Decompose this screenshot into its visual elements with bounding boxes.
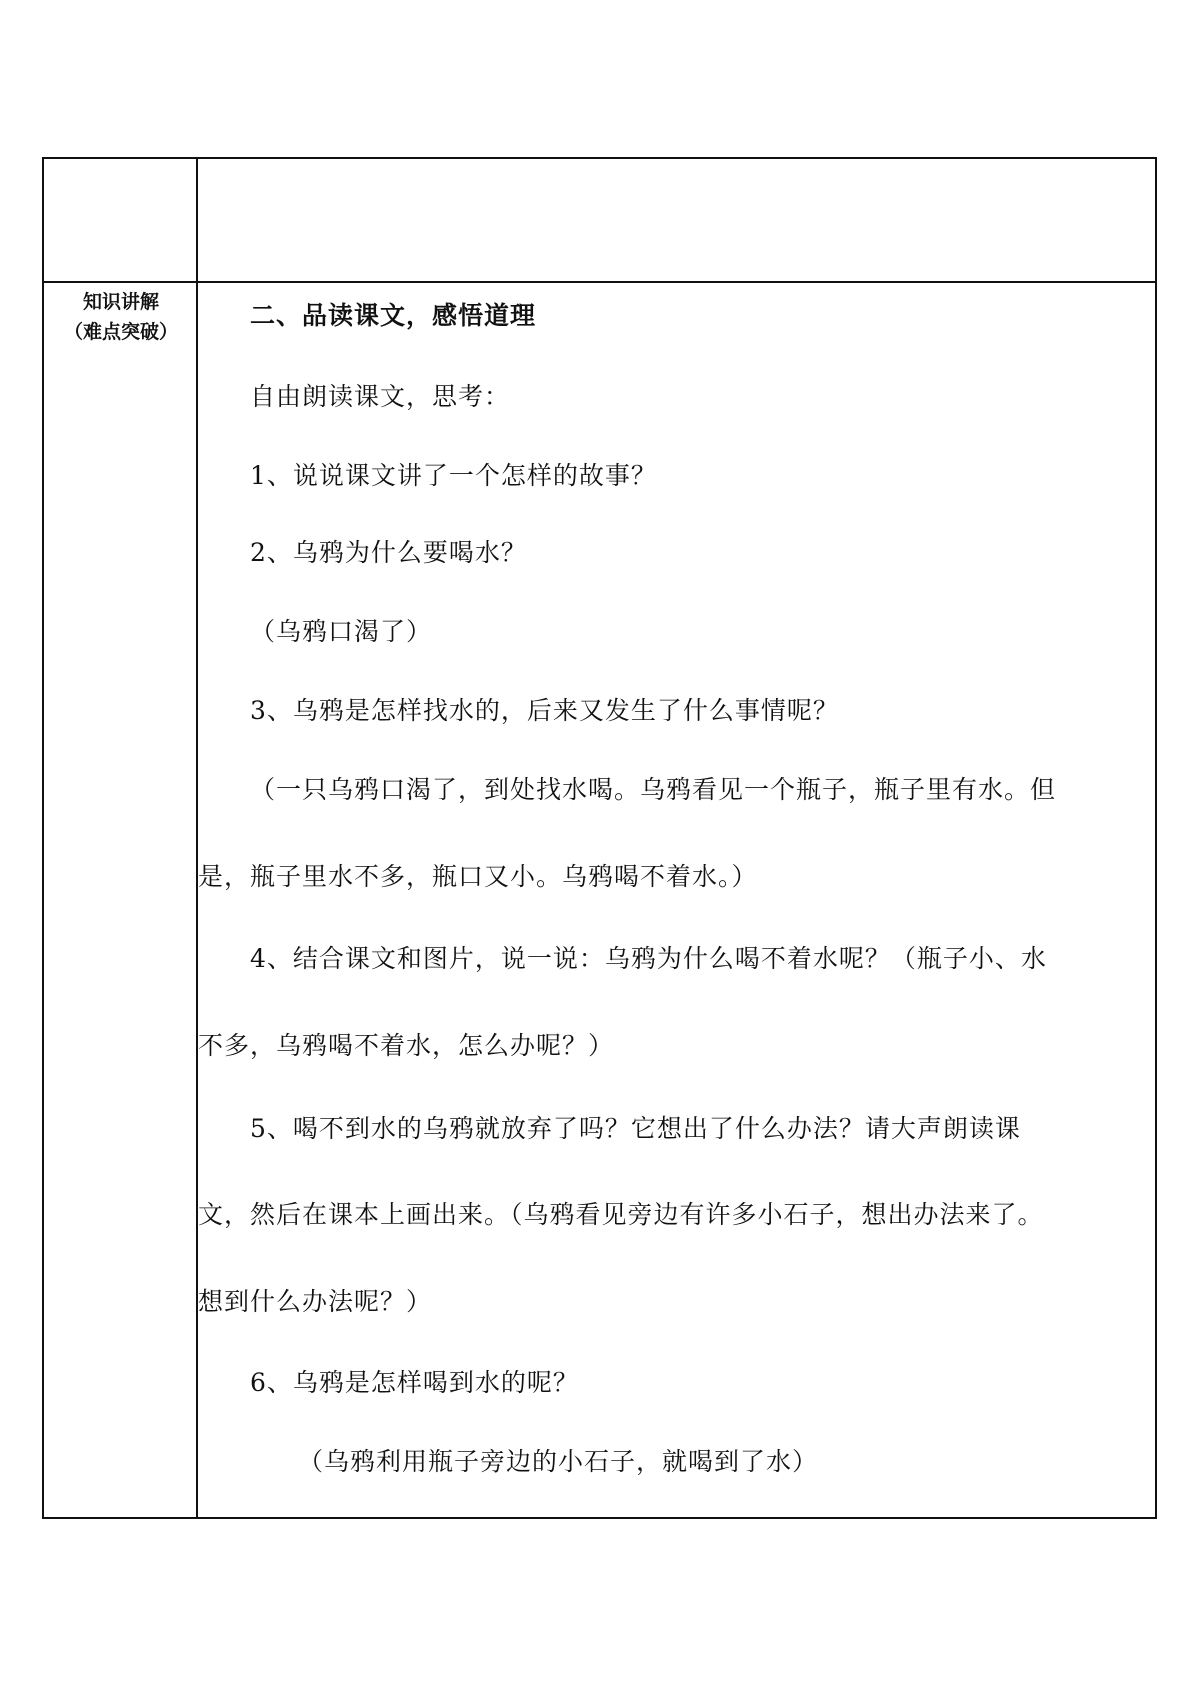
question-6: 6、乌鸦是怎样喝到水的呢？ (250, 1368, 579, 1397)
table-border-bottom (42, 1517, 1157, 1519)
question-4-line-1: 4、结合课文和图片，说一说：乌鸦为什么喝不着水呢？（瓶子小、水 (250, 944, 1047, 973)
table-row-divider (42, 281, 1157, 283)
question-5-line-1: 5、喝不到水的乌鸦就放弃了吗？它想出了什么办法？请大声朗读课 (250, 1114, 1021, 1143)
question-5-line-2: 文，然后在课本上画出来。（乌鸦看见旁边有许多小石子，想出办法来了。 (198, 1200, 1044, 1229)
answer-2: （乌鸦口渴了） (250, 617, 433, 646)
section-heading: 二、品读课文，感悟道理 (250, 301, 537, 330)
question-2: 2、乌鸦为什么要喝水？ (250, 538, 527, 567)
question-1: 1、说说课文讲了一个怎样的故事？ (250, 461, 657, 490)
answer-3-line-1: （一只乌鸦口渴了，到处找水喝。乌鸦看见一个瓶子，瓶子里有水。但 (250, 775, 1057, 804)
intro-text: 自由朗读课文，思考： (250, 382, 511, 411)
answer-6: （乌鸦利用瓶子旁边的小石子，就喝到了水） (298, 1447, 819, 1476)
answer-3-line-2: 是，瓶子里水不多，瓶口又小。乌鸦喝不着水。） (198, 862, 758, 891)
table-border-right (1155, 157, 1157, 1519)
section-label-line2: （难点突破） (63, 321, 178, 343)
section-label (44, 287, 198, 347)
table-border-left (42, 157, 44, 1519)
section-label-line1: 知识讲解 (82, 291, 159, 313)
question-5-line-3: 想到什么办法呢？） (198, 1287, 433, 1316)
question-3: 3、乌鸦是怎样找水的，后来又发生了什么事情呢？ (250, 696, 839, 725)
question-4-line-2: 不多，乌鸦喝不着水，怎么办呢？） (198, 1031, 615, 1060)
table-border-top (42, 157, 1157, 159)
